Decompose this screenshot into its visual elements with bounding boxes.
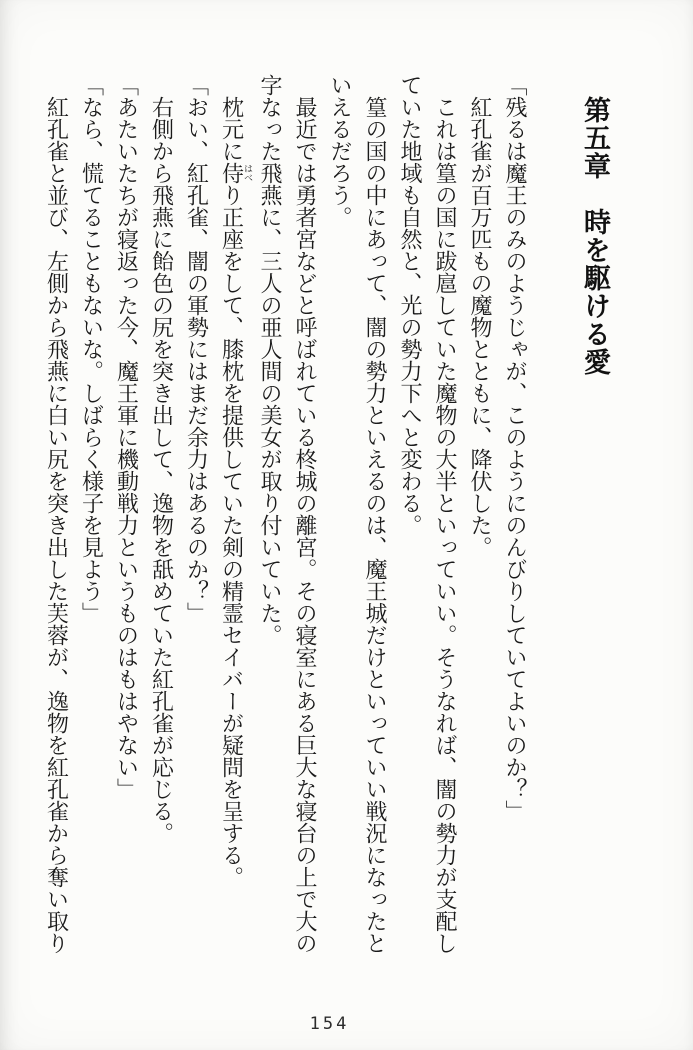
body-text	[40, 74, 534, 960]
paragraph-4: 篁の国の中にあって、闇の勢力といえるのは、魔王城だけといっていい戦況になったといえるだろう。	[328, 74, 388, 954]
vertical-text-block	[40, 74, 624, 960]
paragraph-8: 右側から飛燕に飴色の尻を突き出して、逸物を舐めていた紅孔雀が応じる。	[149, 96, 175, 844]
paragraph-3: これは篁の国に跋扈していた魔物の大半といっていい。そうなれば、闇の勢力が支配していた地域も自然と、光の勢力下へと変わる。	[398, 74, 458, 954]
paragraph-1: 「残るは魔王のみのようじゃが、このようにのんびりしていてよいのか？」	[503, 74, 528, 822]
paragraph-9: 「あたいたちが寝返った今、魔王軍に機動戦力というものはもはやない」	[114, 74, 140, 800]
paragraph-5: 最近では勇者宮などと呼ばれている柊城の離宮。その寝室にある巨大な寝台の上で大の字なった飛燕に、三人の亜人間の美女が取り付いていた。	[258, 74, 318, 954]
paragraph-11: 紅孔雀と並び、左側から飛燕に白い尻を突き出した芙蓉が、逸物を紅孔雀から奪い取り	[44, 96, 70, 954]
paragraph-6: 枕元に侍はべり正座をして、膝枕を提供していた剣の精霊セイバーが疑問を呈する。	[219, 96, 253, 888]
paragraph-2: 紅孔雀が百万匹もの魔物とともに、降伏した。	[468, 96, 493, 558]
paragraph-10: 「なら、慌てることもないな。しばらく様子を見よう」	[79, 74, 105, 624]
ruby-annotated-word: 侍はべ	[219, 162, 253, 184]
paragraph-7: 「おい、紅孔雀、闇の軍勢にはまだ余力はあるのか？」	[184, 74, 210, 624]
chapter-title: 第五章 時を駆ける愛	[580, 96, 610, 376]
page-number: 154	[309, 1014, 350, 1034]
